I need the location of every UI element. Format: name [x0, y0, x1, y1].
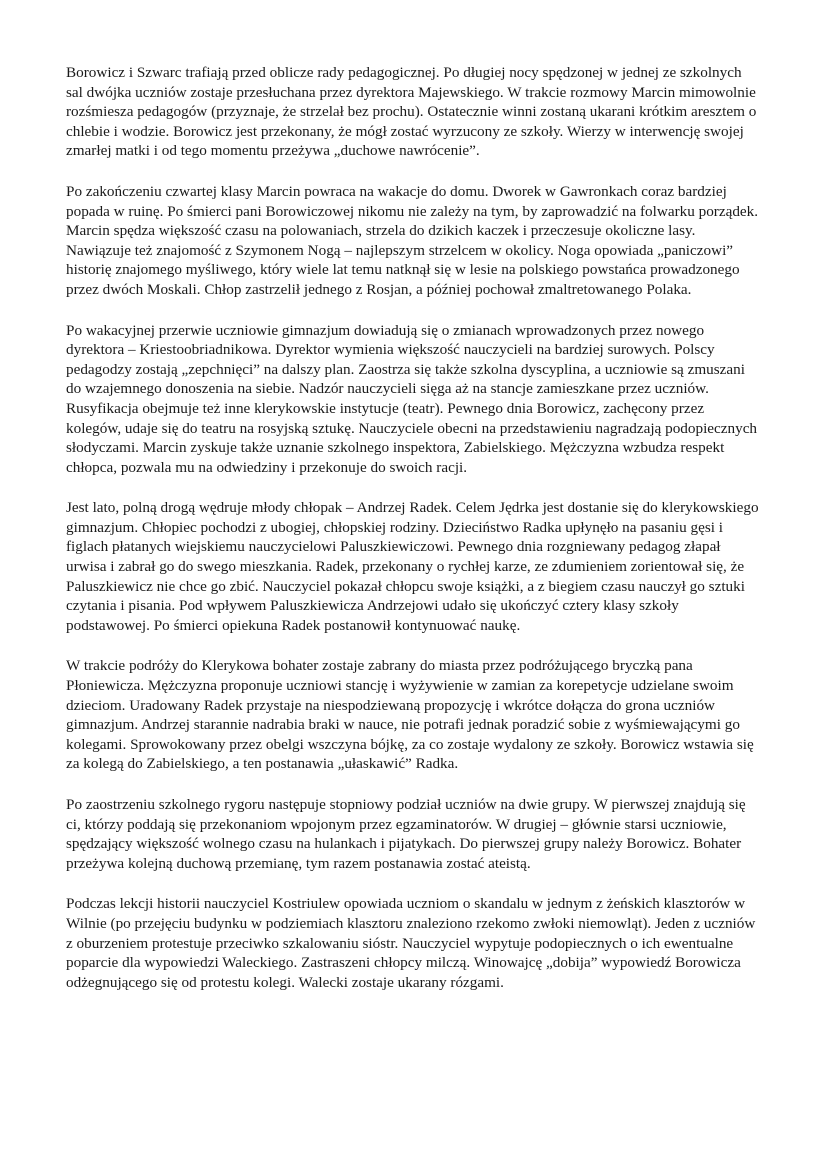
paragraph-wakacje-gawronki: Po zakończeniu czwartej klasy Marcin powraca na wakacje do domu. Dworek w Gawronkach coraz bardziej popada w ruinę. Po śmierci pani Borowiczowej nikomu nie zależy na tym, by zaprowadzić na folwarku porządek. Marcin spędza większość czasu na polowaniach, strzela do dzikich kaczek i przeczesuje okoliczne lasy. Nawiązuje też znajomość z Szymonem Nogą – najlepszym strzelcem w okolicy. Noga opowiada „paniczowi” historię znajomego myśliwego, który wiele lat temu natknął się w lesie na polskiego powstańca prowadzonego przez dwóch Moskali. Chłop zastrzelił jednego z Rosjan, a później pochował zmaltretowanego Polaka. — [66, 182, 759, 298]
paragraph-nowy-dyrektor: Po wakacyjnej przerwie uczniowie gimnazjum dowiadują się o zmianach wprowadzonych przez nowego dyrektora – Kriestoobriadnikowa. Dyrektor wymienia większość nauczycieli na bardziej surowych. Polscy pedagodzy zostają „zepchnięci” na dalszy plan. Zaostrza się także szkolna dyscyplina, a uczniowie są zmuszani do wzajemnego donoszenia na siebie. Nadzór nauczycieli sięga aż na stancje zamieszkane przez uczniów. Rusyfikacja obejmuje też inne klerykowskie instytucje (teatr). Pewnego dnia Borowicz, zachęcony przez kolegów, udaje się do teatru na rosyjską sztukę. Nauczyciele obecni na przedstawieniu nagradzają podopiecznych słodyczami. Marcin zyskuje także uznanie szkolnego inspektora, Zabielskiego. Mężczyzna wzbudza respekt chłopca, pozwala mu na odwiedziny i przekonuje do swoich racji. — [66, 321, 758, 476]
paragraph-rada-pedagogiczna: Borowicz i Szwarc trafiają przed oblicze rady pedagogicznej. Po długiej nocy spędzonej w jednej ze szkolnych sal dwójka uczniów zostaje przesłuchana przez dyrektora Majewskiego. W trakcie rozmowy Marcin mimowolnie rozśmiesza pedagogów (przyznaje, że strzelał bez prochu). Ostatecznie winni zostaną ukarani krótkim aresztem o chlebie i wodzie. Borowicz jest przekonany, że mógł zostać wyrzucony ze szkoły. Wierzy w interwencję swojej zmarłej matki i od tego momentu przeżywa „duchowe nawrócenie”. — [66, 64, 757, 160]
paragraph-podroz-klerykow: W trakcie podróży do Klerykowa bohater zostaje zabrany do miasta przez podróżującego bryczką pana Płoniewicza. Mężczyzna proponuje uczniowi stancję i wyżywienie w zamian za korepetycje udzielane swoim dzieciom. Uradowany Radek przystaje na niespodziewaną propozycję i wkrótce dołącza do grona uczniów gimnazjum. Andrzej starannie nadrabia braki w nauce, nie potrafi jednak poradzić sobie z wyśmiewającymi go kolegami. Sprowokowany przez obelgi wszczyna bójkę, za co zostaje wydalony ze szkoły. Borowicz wstawia się za kolegą do Zabielskiego, a ten postanawia „ułaskawić” Radka. — [66, 657, 754, 773]
paragraph-lekcja-historii: Podczas lekcji historii nauczyciel Kostriulew opowiada uczniom o skandalu w jednym z żeńskich klasztorów w Wilnie (po przejęciu budynku w podziemiach klasztoru znaleziono rzekomo zwłoki niemowląt). Jeden z uczniów z oburzeniem protestuje przeciwko szkalowaniu sióstr. Nauczyciel wypytuje podopiecznych o ich ewentualne poparcie dla wypowiedzi Waleckiego. Zastraszeni chłopcy milczą. Winowajcę „dobija” wypowiedź Borowicza odżegnującego się od protestu kolegi. Walecki zostaje ukarany rózgami. — [66, 895, 756, 991]
paragraph-andrzej-radek: Jest lato, polną drogą wędruje młody chłopak – Andrzej Radek. Celem Jędrka jest dostanie się do klerykowskiego gimnazjum. Chłopiec pochodzi z ubogiej, chłopskiej rodziny. Dzieciństwo Radka upłynęło na pasaniu gęsi i figlach płatanych wiejskiemu nauczycielowi Paluszkiewiczowi. Pewnego dnia rozgniewany pedagog złapał urwisa i zabrał go do swego mieszkania. Radek, przekonany o rychłej karze, ze zdumieniem zorientował się, że Paluszkiewicz nie chce go zbić. Nauczyciel pokazał chłopcu swoje książki, a z biegiem czasu nauczył go sztuki czytania i pisania. Pod wpływem Paluszkiewicza Andrzejowi udało się ukończyć cztery klasy szkoły podstawowej. Po śmierci opiekuna Radek postanowił kontynuować naukę. — [66, 499, 759, 634]
paragraph-podzial-uczniow: Po zaostrzeniu szkolnego rygoru następuje stopniowy podział uczniów na dwie grupy. W pierwszej znajdują się ci, którzy poddają się przekonaniom wpojonym przez egzaminatorów. W drugiej – głównie starsi uczniowie, spędzający większość wolnego czasu na hulankach i pijatykach. Do pierwszej grupy należy Borowicz. Bohater przeżywa kolejną duchową przemianę, tym razem postanawia zostać ateistą. — [66, 796, 746, 872]
